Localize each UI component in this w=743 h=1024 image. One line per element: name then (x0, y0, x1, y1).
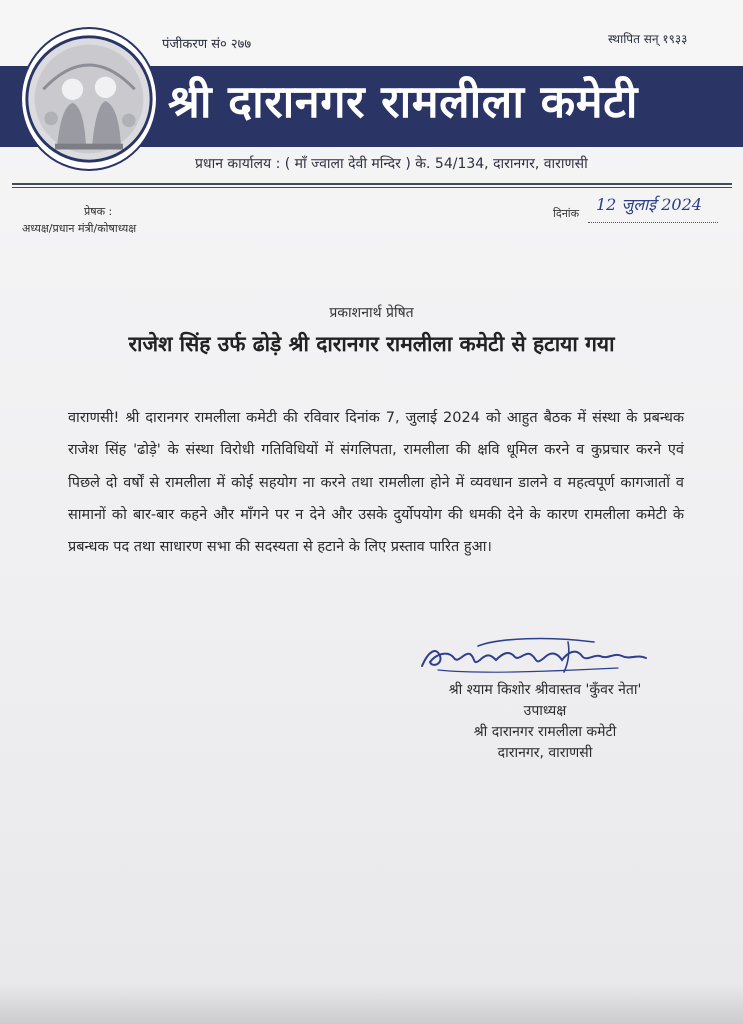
office-address: प्रधान कार्यालय : ( माँ ज्वाला देवी मन्दिर ) के. 54/134, दारानगर, वाराणसी (195, 156, 588, 172)
deities-emblem-logo (20, 27, 158, 171)
signatory-block (400, 680, 690, 764)
handwritten-signature (418, 632, 658, 676)
header-divider (12, 183, 732, 185)
signatory-name: श्री श्याम किशोर श्रीवास्तव 'कुँवर नेता' (448, 682, 642, 698)
sender-label: प्रेषक : (84, 205, 113, 218)
signatory-place: दारानगर, वाराणसी (497, 745, 593, 761)
publication-note: प्रकाशनार्थ प्रेषित (329, 305, 414, 321)
emblem-icon (22, 29, 156, 169)
signature-icon (418, 632, 658, 676)
signatory-title: उपाध्यक्ष (523, 703, 567, 719)
notice-headline: राजेश सिंह उर्फ ढोड़े श्री दारानगर रामलीला कमेटी से हटाया गया (128, 332, 615, 356)
sender-roles: अध्यक्ष/प्रधान मंत्री/कोषाध्यक्ष (22, 222, 137, 235)
date-label: दिनांक (553, 207, 580, 220)
paper-shadow (0, 984, 743, 1024)
organization-title: श्री दारानगर रामलीला कमेटी (168, 75, 638, 128)
established-year: स्थापित सन् १९३३ (608, 32, 688, 46)
signatory-organization: श्री दारानगर रामलीला कमेटी (473, 724, 617, 740)
date-value: 12 जुलाई 2024 (596, 195, 702, 214)
header-divider-thin (12, 187, 732, 188)
registration-number: पंजीकरण सं० २७७ (162, 37, 252, 52)
notice-body: वाराणसी! श्री दारानगर रामलीला कमेटी की रविवार दिनांक 7, जुलाई 2024 को आहुत बैठक में संस्था के प्रबन्धक राजेश सिंह 'ढोड़े' के संस्था विरोधी गतिविधियों में संगलिपता, रामलीला की क्षवि धूमिल करने व कुप्रचार करने एवं पिछले दो वर्षों से रामलीला में कोई सहयोग ना करने तथा रामलीला होने में व्यवधान डालने व महत्वपूर्ण कागजातों व सामानों को बार-बार कहने और माँगने पर न देने और उसके दुर्योपयोग की धमकी देने के कारण रामलीला कमेटी के प्रबन्धक पद तथा साधारण सभा की सदस्यता से हटाने के लिए प्रस्ताव पारित हुआ। (68, 410, 684, 556)
date-underline (588, 222, 718, 223)
